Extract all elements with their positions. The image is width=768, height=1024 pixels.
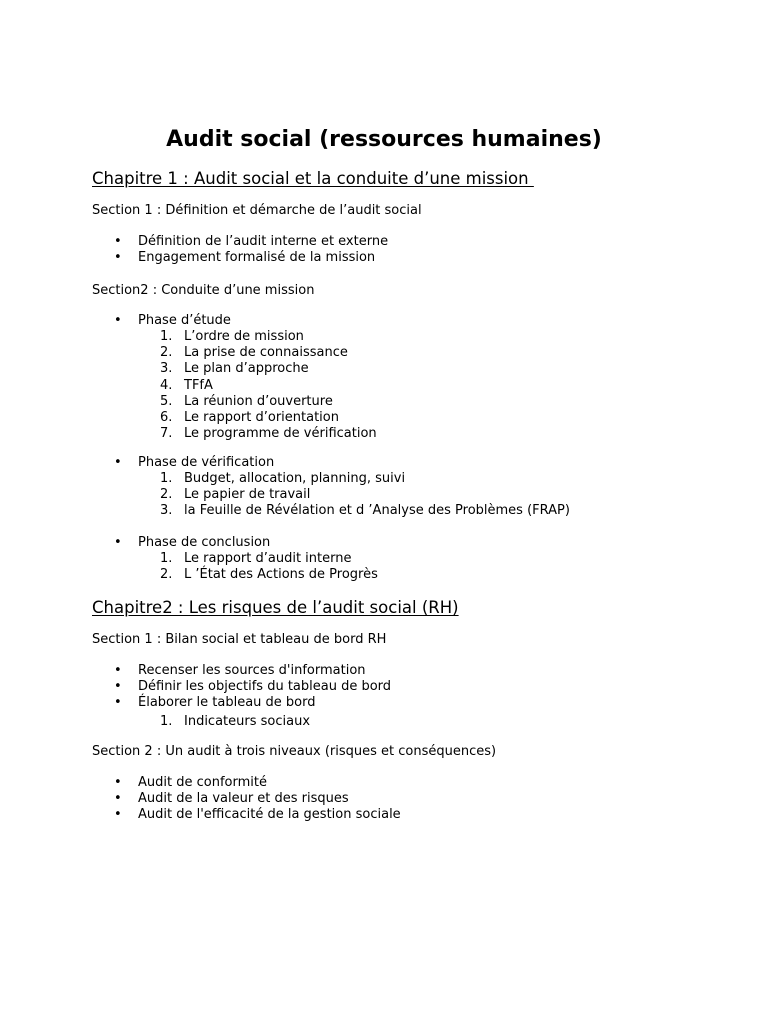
bullet-text: Audit de la valeur et des risques xyxy=(138,791,349,807)
numbered-item: 3. Le plan d’approche xyxy=(160,361,309,377)
numbered-text: La prise de connaissance xyxy=(184,345,348,361)
bullet-icon: • xyxy=(114,807,122,823)
bullet-text: Élaborer le tableau de bord xyxy=(138,695,316,711)
bullet-icon: • xyxy=(114,313,122,328)
bullet-icon: • xyxy=(114,775,122,790)
numbered-text: Le plan d’approche xyxy=(184,361,309,377)
document-title: Audit social (ressources humaines) xyxy=(166,127,602,152)
bullet-text: Phase de conclusion xyxy=(138,535,271,550)
bullet-icon: • xyxy=(114,455,122,470)
numbered-item: 2. La prise de connaissance xyxy=(160,345,348,361)
numbered-text: L ’État des Actions de Progrès xyxy=(184,567,378,583)
bullet-item xyxy=(0,663,391,679)
bullet-list xyxy=(0,234,388,266)
bullet-text: Recenser les sources d'information xyxy=(138,663,366,678)
numbered-list xyxy=(0,471,570,520)
numbered-text: Budget, allocation, planning, suivi xyxy=(184,471,406,486)
numbered-item: 6. Le rapport d’orientation xyxy=(160,410,339,426)
bullet-icon: • xyxy=(114,250,122,266)
numbered-item: 2. Le papier de travail xyxy=(160,487,311,503)
numbered-list xyxy=(0,329,377,442)
bullet-item xyxy=(0,250,388,266)
bullet-item xyxy=(0,234,388,250)
numbered-text: la Feuille de Révélation et d ’Analyse des Problèmes (FRAP) xyxy=(184,503,570,519)
section-heading: Section2 : Conduite d’une mission xyxy=(92,283,315,298)
numbered-list xyxy=(0,714,310,730)
bullet-icon: • xyxy=(114,663,122,678)
bullet-icon: • xyxy=(114,234,122,249)
chapter-heading: Chapitre 1 : Audit social et la conduite d’une mission xyxy=(92,169,534,188)
bullet-text: Audit de l'efficacité de la gestion sociale xyxy=(138,807,401,823)
numbered-item: 5. La réunion d’ouverture xyxy=(160,393,333,409)
bullet-list xyxy=(0,775,401,824)
numbered-text: Le papier de travail xyxy=(184,487,311,503)
bullet-item xyxy=(0,791,401,807)
numbered-list xyxy=(0,551,378,583)
numbered-item: 3. la Feuille de Révélation et d ’Analyse des Problèmes (FRAP) xyxy=(160,503,570,519)
numbered-text: Le rapport d’orientation xyxy=(184,410,339,426)
bullet-list xyxy=(0,455,274,471)
numbered-text: Le rapport d’audit interne xyxy=(184,551,352,566)
bullet-item xyxy=(0,535,270,551)
numbered-item: 1. Budget, allocation, planning, suivi xyxy=(160,471,406,486)
numbered-text: TFfA xyxy=(184,377,213,393)
bullet-text: Engagement formalisé de la mission xyxy=(138,250,376,266)
bullet-item xyxy=(0,679,391,695)
bullet-text: Phase de vérification xyxy=(138,455,275,470)
section-heading: Section 1 : Définition et démarche de l’audit social xyxy=(92,203,422,218)
bullet-item xyxy=(0,775,401,791)
numbered-text: Indicateurs sociaux xyxy=(184,714,311,729)
numbered-item: 7. Le programme de vérification xyxy=(160,426,377,442)
section-heading: Section 2 : Un audit à trois niveaux (risques et conséquences) xyxy=(92,744,497,759)
numbered-item: 1. Indicateurs sociaux xyxy=(160,714,311,729)
numbered-item: 4. TFfA xyxy=(160,377,213,393)
numbered-text: La réunion d’ouverture xyxy=(184,393,333,409)
bullet-item xyxy=(0,313,231,329)
bullet-item xyxy=(0,807,401,823)
section-heading: Section 1 : Bilan social et tableau de bord RH xyxy=(92,632,387,647)
bullet-text: Audit de conformité xyxy=(138,775,267,790)
bullet-text: Définir les objectifs du tableau de bord xyxy=(138,679,392,695)
bullet-item xyxy=(0,695,391,711)
bullet-icon: • xyxy=(114,791,122,807)
bullet-text: Phase d’étude xyxy=(138,313,231,328)
numbered-text: Le programme de vérification xyxy=(184,426,377,442)
numbered-item: 2. L ’État des Actions de Progrès xyxy=(160,567,378,583)
bullet-text: Définition de l’audit interne et externe xyxy=(138,234,389,249)
bullet-list xyxy=(0,663,391,712)
bullet-icon: • xyxy=(114,695,122,711)
bullet-item xyxy=(0,455,274,471)
numbered-item: 1. L’ordre de mission xyxy=(160,329,304,344)
bullet-icon: • xyxy=(114,535,122,550)
bullet-icon: • xyxy=(114,679,122,695)
numbered-item: 1. Le rapport d’audit interne xyxy=(160,551,352,566)
bullet-list xyxy=(0,313,231,329)
bullet-list xyxy=(0,535,270,551)
numbered-text: L’ordre de mission xyxy=(184,329,304,344)
chapter-heading: Chapitre2 : Les risques de l’audit social (RH) xyxy=(92,598,459,617)
